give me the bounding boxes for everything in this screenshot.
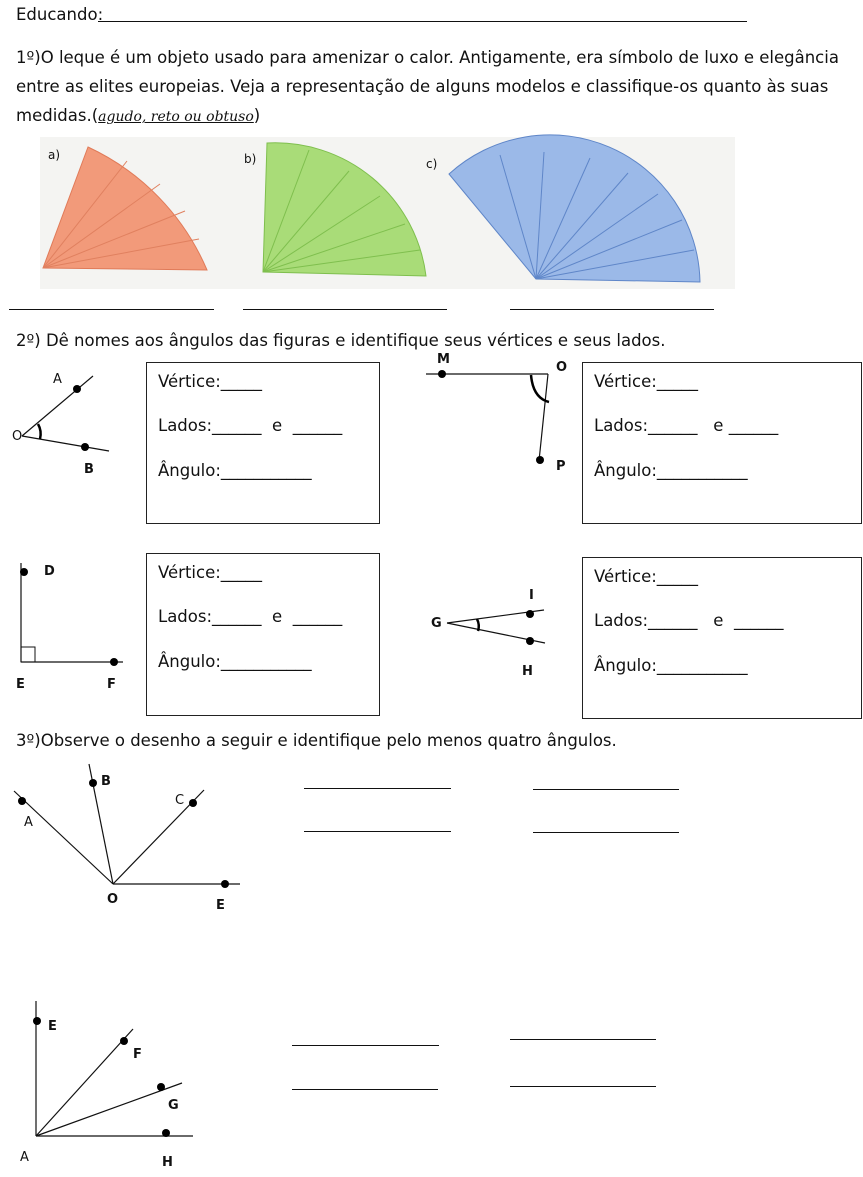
point-d-label: D <box>44 564 55 579</box>
q3b-answer-line-3[interactable] <box>292 1089 438 1090</box>
q1-text-line1: 1º)O leque é um objeto usado para amenizar o calor. Antigamente, era símbolo de luxo e elegância <box>16 48 839 67</box>
vertex-blank[interactable]: _____ <box>220 372 263 391</box>
fan-c-label: c) <box>426 157 438 171</box>
side-blank-1[interactable]: ______ <box>648 611 698 630</box>
and-label: e <box>713 611 724 630</box>
side-blank-2[interactable]: ______ <box>728 416 779 435</box>
fan-a-label: a) <box>48 148 61 162</box>
vertex-blank[interactable]: _____ <box>656 567 699 586</box>
side-blank-1[interactable]: ______ <box>212 607 262 626</box>
and-label: e <box>713 416 724 435</box>
q1-text-line2: entre as elites europeias. Veja a representação de alguns modelos e classifique-os quanto às suas <box>16 77 829 96</box>
q3-title: 3º)Observe o desenho a seguir e identifique pelo menos quatro ângulos. <box>16 731 617 750</box>
point-f-label: F <box>107 677 116 692</box>
angle-blank[interactable]: ___________ <box>220 461 312 480</box>
fan-b-label: b) <box>244 152 257 166</box>
point-a-label: A <box>53 372 62 387</box>
sides-label: Lados: <box>594 416 649 435</box>
point-i-label: I <box>529 588 534 603</box>
point-g-label: G <box>431 616 442 631</box>
point-p-label: P <box>556 459 566 474</box>
q3b-answer-line-1[interactable] <box>292 1045 439 1046</box>
sides-label: Lados: <box>158 416 213 435</box>
vertex-blank[interactable]: _____ <box>220 563 263 582</box>
point-o-label: O <box>12 429 23 444</box>
angle-blank[interactable]: ___________ <box>656 461 748 480</box>
vertex-label: Vértice: <box>158 372 221 391</box>
q3b-answer-line-2[interactable] <box>510 1039 656 1040</box>
vertex-blank[interactable]: _____ <box>656 372 699 391</box>
q1-text-line3-start: medidas.( <box>16 106 99 125</box>
angle-label: Ângulo: <box>158 652 221 671</box>
side-blank-2[interactable]: ______ <box>292 607 343 626</box>
sides-label: Lados: <box>158 607 213 626</box>
angle-blank[interactable]: ___________ <box>220 652 312 671</box>
point-h-label: H <box>522 664 533 679</box>
side-blank-2[interactable]: ______ <box>292 416 343 435</box>
q3-point-o-label: O <box>107 892 119 907</box>
vertex-label: Vértice: <box>158 563 221 582</box>
student-name-label: Educando: <box>16 5 104 24</box>
side-blank-2[interactable]: ______ <box>733 611 784 630</box>
q3b-point-h-label: H <box>162 1155 173 1170</box>
q3b-point-a-label: A <box>20 1150 29 1165</box>
q3-point-b-label: B <box>101 774 111 789</box>
q1-text-line3-end: ) <box>253 106 261 125</box>
q1-hint: agudo, reto ou obtuso <box>98 109 254 125</box>
angle-label: Ângulo: <box>594 461 657 480</box>
q3-point-c-label: C <box>175 793 185 808</box>
sides-label: Lados: <box>594 611 649 630</box>
q3b-answer-line-4[interactable] <box>510 1086 656 1087</box>
side-blank-1[interactable]: ______ <box>212 416 262 435</box>
q3b-point-f-label: F <box>133 1047 142 1062</box>
angle-blank[interactable]: ___________ <box>656 656 748 675</box>
q3-point-e-label: E <box>216 898 225 913</box>
side-blank-1[interactable]: ______ <box>648 416 698 435</box>
vertex-label: Vértice: <box>594 372 657 391</box>
q2-title: 2º) Dê nomes aos ângulos das figuras e identifique seus vértices e seus lados. <box>16 331 666 350</box>
q3-point-a-label: A <box>24 815 33 830</box>
point-b-label: B <box>84 462 94 477</box>
point-o2-label: O <box>556 360 568 375</box>
angle-label: Ângulo: <box>158 461 221 480</box>
and-label: e <box>272 607 283 626</box>
point-e-label: E <box>16 677 25 692</box>
and-label: e <box>272 416 283 435</box>
point-m-label: M <box>437 352 450 367</box>
vertex-label: Vértice: <box>594 567 657 586</box>
angle-label: Ângulo: <box>594 656 657 675</box>
q3b-point-g-label: G <box>168 1098 179 1113</box>
q3b-point-e-label: E <box>48 1019 57 1034</box>
